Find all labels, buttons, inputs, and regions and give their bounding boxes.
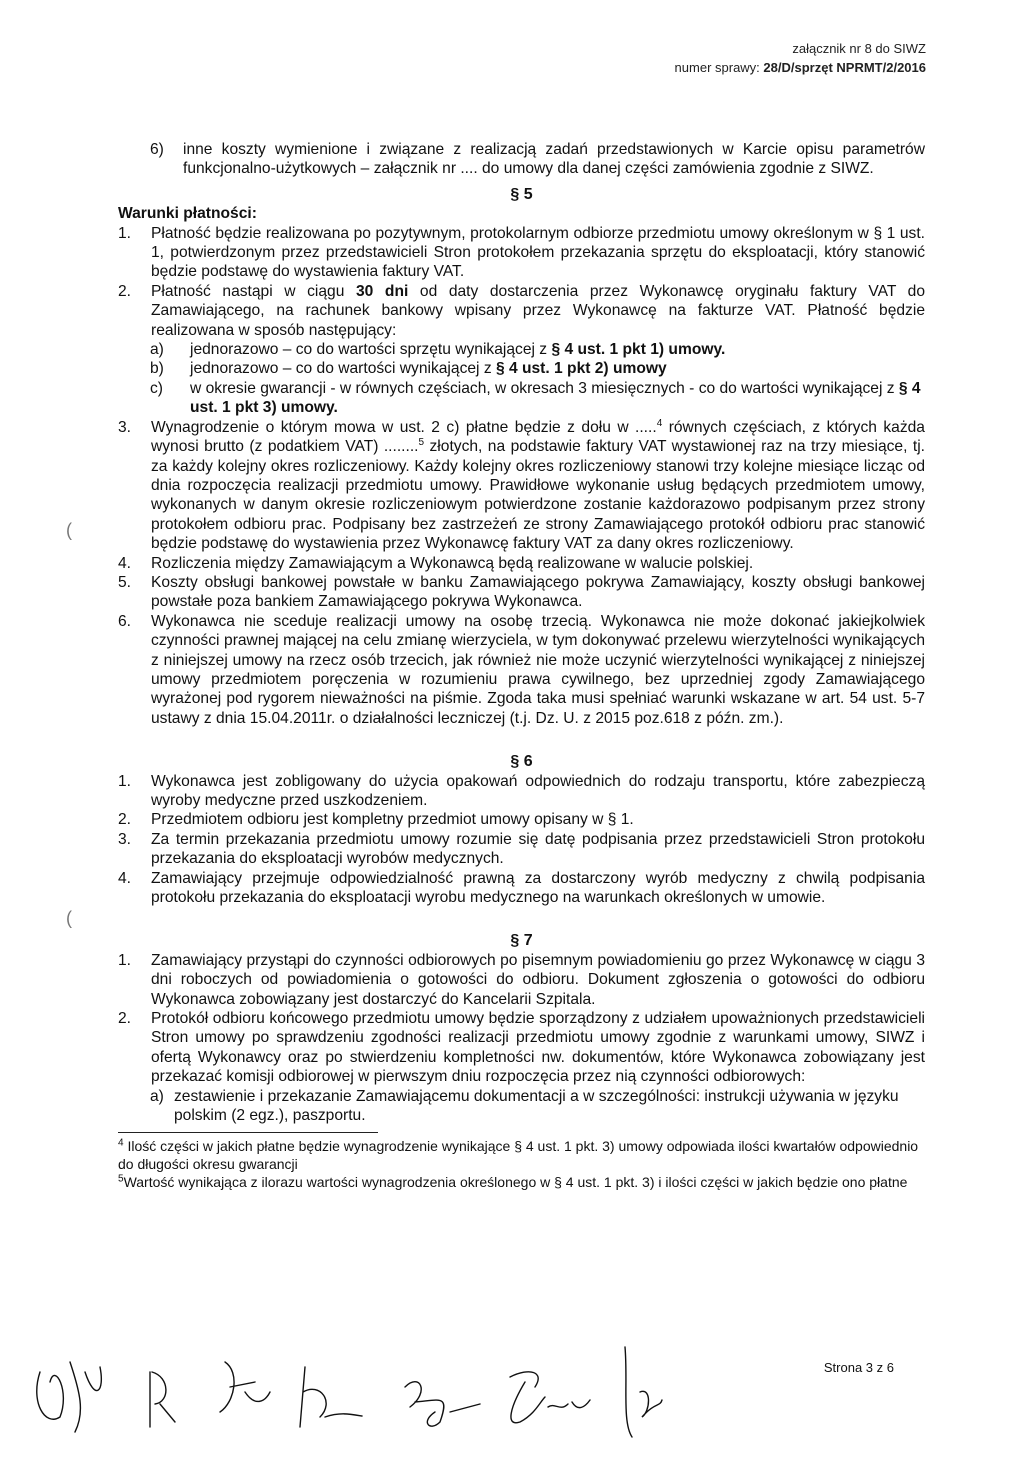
footnote-separator xyxy=(118,1132,378,1133)
item-number: 2. xyxy=(118,282,132,300)
item-text: Za termin przekazania przedmiotu umowy rozumie się datę podpisania przez przedstawicieli Stron protokołu przekazania do eksploatacji wyrobów medycznych. xyxy=(151,830,925,868)
item-number: 6. xyxy=(118,612,132,630)
sub-item-text: zestawienie i przekazanie Zamawiającemu dokumentacji a w szczególności: instrukcji używania w języku polskim (2 egz.), paszportu. xyxy=(174,1087,899,1125)
section-title: § 7 xyxy=(510,932,533,950)
margin-bracket-mark: ( xyxy=(66,520,72,540)
attachment-label: załącznik nr 8 do SIWZ xyxy=(792,41,926,56)
item-number: 1. xyxy=(118,951,132,969)
list-item xyxy=(118,772,925,811)
item-text: Wykonawca jest zobligowany do użycia opakowań odpowiednich do rodzaju transportu, które zabezpieczą wyroby medyczne przed uszkodzeniem. xyxy=(151,772,925,809)
case-number-line xyxy=(675,59,926,76)
list-item xyxy=(118,810,925,829)
sub-item-number: c) xyxy=(150,379,163,397)
item-number: 4. xyxy=(118,869,132,887)
margin-bracket-mark: ( xyxy=(66,908,72,928)
item-text: Zamawiający przystąpi do czynności odbiorowych po pisemnym powiadomieniu go przez Wykonawcę w ciągu 3 dni roboczych od powiadomienia o gotowości do odbioru. Dokument zgłoszenia o gotowości do odbioru Wykonawca zobowiązany jest dostarczyć do Kancelarii Szpitala. xyxy=(151,951,925,1008)
item-text: Protokół odbioru końcowego przedmiotu umowy będzie sporządzony z udziałem upoważnionych przedstawicieli Stron umowy po sprawdzeniu zgodności realizacji przedmiotu umowy zgodnie z warunkami umowy, SIWZ i ofertą Wykonawcy oraz po stwierdzeniu kompletności nw. dokumentów, które Wykonawca zobowiązany jest przekazać komisji odbiorowej w pierwszym dniu rozpoczęcia przez nią czynności odbiorowych: xyxy=(151,1010,925,1086)
item-text: Przedmiotem odbioru jest kompletny przedmiot umowy opisany w § 1. xyxy=(151,811,634,829)
item-text: Płatność nastąpi w ciągu 30 dni od daty dostarczenia przez Wykonawcę oryginału faktury VAT do Zamawiającego, na rachunek bankowy wpisany przez Wykonawcę na fakturze VAT. Płatność będzie realizowana w sposób następujący: xyxy=(151,282,926,339)
list-item xyxy=(118,573,925,612)
list-item xyxy=(118,418,925,554)
item-text: Zamawiający przejmuje odpowiedzialność prawną za dostarczony wyrób medyczny z chwilą podpisania protokołu przekazania do eksploatacji wyrobu medycznego na warunkach określonych w umowie. xyxy=(151,869,925,907)
item-text: Wykonawca nie sceduje realizacji umowy na osobę trzecią. Wykonawca nie może dokonać jakiejkolwiek czynności prawnej mającej na celu zmianę wierzyciela, w tym dokonywać przelewu wierzytelności wynikających z niniejszej umowy na rzecz osób trzecich, jak również nie może uczynić wierzytelności wynikającej z niniejszej umowy przedmiotem poręczenia w rozumieniu prawa cywilnego, bez uprzedniej zgody Zamawiającego wyrażonej pod rygorem nieważności na piśmie. Zgoda taka musi spełniać warunki wskazane w art. 54 ust. 5-7 ustawy z dnia 15.04.2011r. o działalności leczniczej (t.j. Dz. U. z 2015 poz.618 z późn. zm.). xyxy=(151,612,925,727)
item-text: inne koszty wymienione i związane z realizacją zadań przedstawionych w Karcie opisu parametrów funkcjonalno-użytkowych – załącznik nr .... do umowy dla danej części zamówienia zgodnie z SIWZ. xyxy=(183,141,925,178)
list-item xyxy=(118,869,925,908)
list-item xyxy=(150,140,925,179)
conditions-heading: Warunki płatności: xyxy=(118,205,257,223)
item-text: Koszty obsługi bankowej powstałe w banku Zamawiającego pokrywa Zamawiający, koszty obsługi bankowej powstałe poza bankiem Zamawiającego pokrywa Wykonawca. xyxy=(151,573,925,611)
sub-item-text: jednorazowo – co do wartości wynikającej z § 4 ust. 1 pkt 2) umowy xyxy=(190,360,667,378)
list-item xyxy=(118,554,925,573)
item-text: Rozliczenia między Zamawiającym a Wykonawcą będą realizowane w walucie polskiej. xyxy=(151,554,754,572)
page-number: Strona 3 z 6 xyxy=(823,1360,894,1375)
list-item xyxy=(118,224,925,282)
item-text: Płatność będzie realizowana po pozytywnym, protokolarnym odbiorze przedmiotu umowy określonym w § 1 ust. 1, potwierdzonym przez przedstawicieli Stron protokołem przekazania sprzętu do eksploatacji, który stanowić będzie podstawę do wystawienia faktury VAT. xyxy=(151,224,925,281)
sub-item-number: a) xyxy=(150,341,164,359)
sub-item-text: w okresie gwarancji - w równych częściach, w okresach 3 miesięcznych - co do wartości wynikającej z § 4 ust. 1 pkt 3) umowy. xyxy=(190,379,921,417)
list-item xyxy=(118,612,925,728)
sub-item xyxy=(150,1087,925,1126)
sub-item xyxy=(150,379,925,418)
sub-item xyxy=(150,359,925,378)
footnote: $^5$Wartość wynikająca z ilorazu wartości wynagrodzenia określonego w § 4 ust. 1 pkt. 3) i ilości części w jakich będzie ono płatne xyxy=(118,1172,908,1190)
sub-item-number: a) xyxy=(150,1087,164,1105)
item-number: 1. xyxy=(118,772,132,790)
payment-term: 30 dni xyxy=(355,282,409,300)
case-label: numer sprawy: xyxy=(674,60,760,75)
item-number: 3. xyxy=(118,418,132,436)
item-text: Wynagrodzenie o którym mowa w ust. 2 c) płatne będzie z dołu w .....$^4$ równych częściach, z których każda wynosi brutto (z podatkiem VAT) ........$^5$ złotych, na podstawie faktury VAT wystawionej raz na trzy miesiące, tj. za każdy kolejny okres rozliczeniowy. Każdy kolejny okres rozliczeniowy stanowi trzy kolejne miesiące licząc od dnia rozpoczęcia realizacji przedmiotu umowy. Prawidłowe wykonanie usług będących przedmiotem umowy, wykonanych w danym okresie rozliczeniowym potwierdzone zostanie każdorazowo podpisanym przez strony protokołem odbioru prac. Podpisany bez zastrzeżeń ze strony Zamawiającego protokół odbioru prac stanowić będzie podstawę do wystawienia przez Wykonawcę faktury VAT za dany okres rozliczeniowy. xyxy=(151,417,925,553)
case-number: 28/D/sprzęt NPRMT/2/2016 xyxy=(763,60,926,75)
handwritten-signatures-icon xyxy=(0,1332,1024,1442)
list-item xyxy=(118,951,925,1009)
list-item xyxy=(118,282,925,340)
item-number: 6) xyxy=(150,141,164,158)
footnote-ref: 4 xyxy=(656,417,663,429)
item-number: 2. xyxy=(118,1010,132,1028)
item-number: 4. xyxy=(118,554,132,572)
footnote-ref: 5 xyxy=(418,436,425,448)
section-title: § 5 xyxy=(510,185,533,203)
list-item xyxy=(118,1009,925,1087)
sub-item-number: b) xyxy=(150,360,164,378)
sub-item-text: jednorazowo – co do wartości sprzętu wynikającej z § 4 ust. 1 pkt 1) umowy. xyxy=(190,341,726,359)
item-number: 3. xyxy=(118,830,132,848)
sub-item xyxy=(150,340,925,359)
item-number: 2. xyxy=(118,811,132,829)
list-item xyxy=(118,830,925,869)
section-title: § 6 xyxy=(510,753,533,771)
item-number: 5. xyxy=(118,573,132,591)
footnote: $^4$ Ilość części w jakich płatne będzie wynagrodzenie wynikające § 4 ust. 1 pkt. 3) umowy odpowiada ilości kwartałów odpowiednio do długości okresu gwarancji xyxy=(118,1136,919,1172)
item-number: 1. xyxy=(118,224,132,242)
document-body xyxy=(118,140,925,1191)
